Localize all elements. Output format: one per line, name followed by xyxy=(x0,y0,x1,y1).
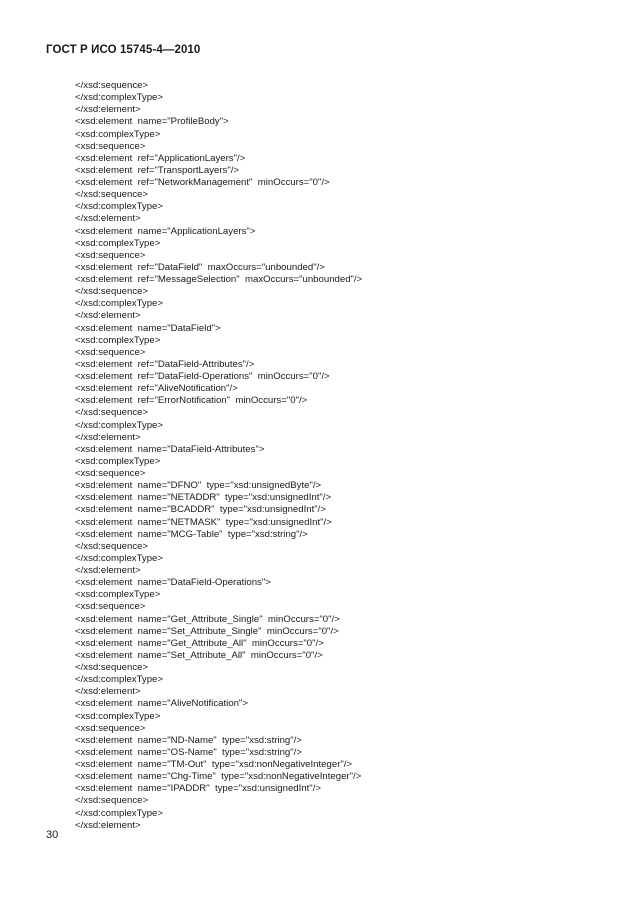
code-line: <xsd:element name="Set_Attribute_Single" minOccurs="0"/> xyxy=(75,625,339,637)
page-number: 30 xyxy=(46,829,59,841)
code-line: </xsd:complexType> xyxy=(75,552,163,564)
code-line: <xsd:complexType> xyxy=(75,589,161,601)
code-line: <xsd:element name="Get_Attribute_Single" minOccurs="0"/> xyxy=(75,613,340,625)
code-line: <xsd:element name="DFNO" type="xsd:unsignedByte"/> xyxy=(75,480,322,492)
code-line: </xsd:complexType> xyxy=(75,419,163,431)
code-line: <xsd:element ref="ApplicationLayers"/> xyxy=(75,152,246,164)
code-line: <xsd:element ref="MessageSelection" maxOccurs="unbounded"/> xyxy=(75,274,363,285)
code-line: </xsd:element> xyxy=(75,310,141,322)
code-line: <xsd:complexType> xyxy=(75,334,161,346)
code-line: <xsd:sequence> xyxy=(75,140,146,152)
code-line: <xsd:element ref="DataField-Attributes"/> xyxy=(75,358,255,370)
code-line: </xsd:complexType> xyxy=(75,298,163,310)
code-line: </xsd:element> xyxy=(75,686,141,698)
code-line: <xsd:element name="AliveNotification"> xyxy=(75,698,248,710)
code-line: <xsd:element name="MCG-Table" type="xsd:string"/> xyxy=(75,528,308,540)
code-line: <xsd:element name="NETMASK" type="xsd:unsignedInt"/> xyxy=(75,516,332,528)
code-line: <xsd:element name="TM-Out" type="xsd:nonNegativeInteger"/> xyxy=(75,759,353,770)
code-line: <xsd:complexType> xyxy=(75,455,161,467)
code-line: </xsd:complexType> xyxy=(75,674,163,686)
code-line: <xsd:complexType> xyxy=(75,128,161,140)
code-line: <xsd:element ref="NetworkManagement" minOccurs="0"/> xyxy=(75,177,330,188)
code-line: <xsd:element name="Set_Attribute_All" minOccurs="0"/> xyxy=(75,649,323,661)
code-line: </xsd:sequence> xyxy=(75,189,149,201)
code-line: <xsd:sequence> xyxy=(75,468,146,479)
code-line: </xsd:sequence> xyxy=(75,407,149,419)
code-line: </xsd:complexType> xyxy=(75,201,163,213)
code-line: <xsd:sequence> xyxy=(75,346,146,358)
code-line: </xsd:sequence> xyxy=(75,662,149,673)
code-line: <xsd:element name="DataField-Operations"> xyxy=(75,577,271,589)
code-line: <xsd:element name="OS-Name" type="xsd:string"/> xyxy=(75,746,302,758)
code-line: <xsd:sequence> xyxy=(75,601,146,613)
code-line: <xsd:element name="BCADDR" type="xsd:unsignedInt"/> xyxy=(75,504,326,516)
code-line: <xsd:element ref="AliveNotification"/> xyxy=(75,383,238,395)
document-header: ГОСТ Р ИСО 15745-4—2010 xyxy=(46,44,201,56)
code-line: <xsd:element name="ProfileBody"> xyxy=(75,116,229,128)
code-line: <xsd:element name="ND-Name" type="xsd:string"/> xyxy=(75,734,302,746)
code-line: </xsd:sequence> xyxy=(75,795,149,807)
code-line: </xsd:sequence> xyxy=(75,540,149,552)
code-line: <xsd:sequence> xyxy=(75,722,146,734)
code-line: <xsd:element name="IPADDR" type="xsd:unsignedInt"/> xyxy=(75,783,321,795)
code-line: <xsd:element ref="DataField-Operations" minOccurs="0"/> xyxy=(75,371,330,382)
code-line: <xsd:element ref="DataField" maxOccurs="unbounded"/> xyxy=(75,261,325,273)
code-line: <xsd:element ref="ErrorNotification" minOccurs="0"/> xyxy=(75,395,308,407)
code-line: <xsd:element name="Get_Attribute_All" minOccurs="0"/> xyxy=(75,637,324,649)
code-line: <xsd:element name="ApplicationLayers"> xyxy=(75,225,256,237)
code-line: <xsd:complexType> xyxy=(75,237,161,249)
code-line: <xsd:sequence> xyxy=(75,249,146,261)
code-line: </xsd:sequence> xyxy=(75,80,149,91)
code-line: <xsd:element ref="TransportLayers"/> xyxy=(75,164,240,176)
code-line: </xsd:sequence> xyxy=(75,286,149,298)
code-line: </xsd:complexType> xyxy=(75,92,163,104)
code-line: <xsd:element name="DataField-Attributes"> xyxy=(75,443,265,455)
code-line: </xsd:element> xyxy=(75,104,141,116)
code-line: </xsd:element> xyxy=(75,565,141,576)
code-line: </xsd:element> xyxy=(75,431,141,443)
code-line: <xsd:complexType> xyxy=(75,710,161,722)
code-line: <xsd:element name="Chg-Time" type="xsd:nonNegativeInteger"/> xyxy=(75,771,362,783)
code-line: </xsd:element> xyxy=(75,213,141,225)
code-line: </xsd:element> xyxy=(75,819,141,831)
code-line: <xsd:element name="DataField"> xyxy=(75,322,221,334)
code-line: <xsd:element name="NETADDR" type="xsd:unsignedInt"/> xyxy=(75,492,332,504)
code-line: </xsd:complexType> xyxy=(75,807,163,819)
xsd-code-block xyxy=(75,80,362,832)
